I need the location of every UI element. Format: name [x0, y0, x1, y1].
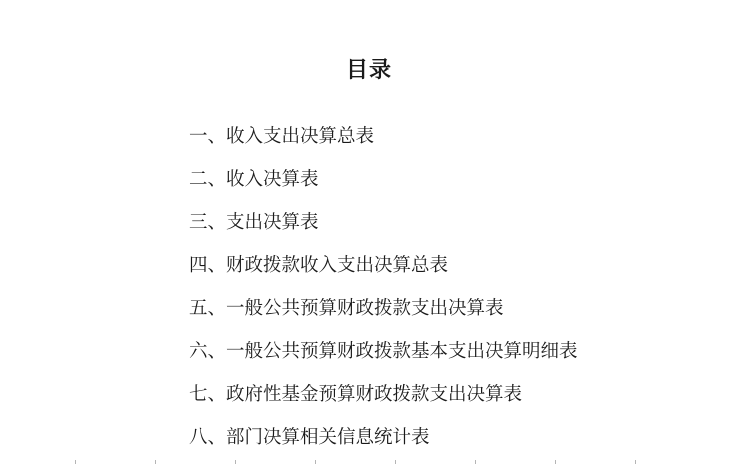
ruler-tick	[315, 460, 316, 464]
toc-item-8[interactable]: 八、部门决算相关信息统计表	[189, 427, 430, 448]
toc-item-3[interactable]: 三、支出决算表	[189, 212, 319, 233]
ruler-tick	[155, 460, 156, 464]
page-bottom-ruler	[0, 458, 729, 464]
ruler-tick	[235, 460, 236, 464]
page-title: 目录	[345, 58, 392, 83]
ruler-tick	[395, 460, 396, 464]
toc-item-7[interactable]: 七、政府性基金预算财政拨款支出决算表	[189, 384, 523, 405]
toc-item-2[interactable]: 二、收入决算表	[189, 169, 319, 190]
toc-item-1[interactable]: 一、收入支出决算总表	[189, 126, 375, 147]
ruler-tick	[635, 460, 636, 464]
ruler-tick	[475, 460, 476, 464]
toc-item-4[interactable]: 四、财政拨款收入支出决算总表	[189, 255, 449, 276]
toc-item-5[interactable]: 五、一般公共预算财政拨款支出决算表	[189, 298, 504, 319]
table-of-contents	[189, 122, 578, 466]
toc-item-6[interactable]: 六、一般公共预算财政拨款基本支出决算明细表	[189, 341, 578, 362]
ruler-tick	[75, 460, 76, 464]
ruler-tick	[555, 460, 556, 464]
